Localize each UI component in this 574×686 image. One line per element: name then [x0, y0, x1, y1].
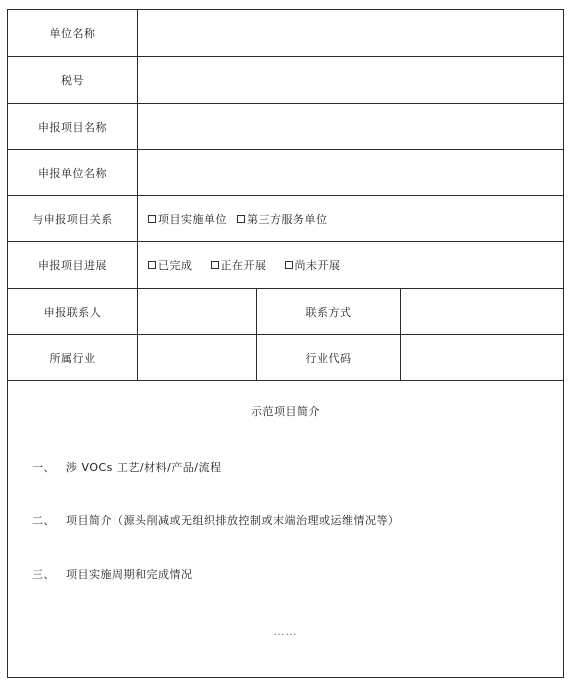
progress-option-completed-label: 已完成: [158, 259, 193, 272]
checkbox-icon[interactable]: [148, 215, 156, 223]
progress-option-completed[interactable]: [148, 257, 193, 273]
application-form: [7, 9, 564, 678]
row-unit-name: [8, 10, 563, 57]
contact-method-label: 联系方式: [257, 289, 401, 334]
progress-option-ongoing[interactable]: [211, 257, 267, 273]
relation-option-implementer-label: 项目实施单位: [158, 212, 227, 226]
unit-name-field[interactable]: [138, 10, 563, 56]
unit-name-label: 单位名称: [8, 10, 138, 56]
checkbox-icon[interactable]: [148, 261, 156, 269]
checkbox-icon[interactable]: [237, 215, 245, 223]
intro-ellipsis: ……: [273, 625, 298, 638]
progress-option-not-started-label: 尚未开展: [294, 259, 341, 272]
applicant-unit-field[interactable]: [138, 150, 563, 195]
checkbox-icon[interactable]: [285, 261, 293, 269]
contact-person-label: 申报联系人: [8, 289, 138, 334]
checkbox-icon[interactable]: [211, 261, 219, 269]
intro-item-1: [32, 459, 222, 475]
applicant-unit-label: 申报单位名称: [8, 150, 138, 195]
relation-option-implementer[interactable]: [148, 211, 227, 227]
project-name-label: 申报项目名称: [8, 104, 138, 149]
row-tax-number: [8, 57, 563, 104]
contact-person-field[interactable]: [138, 289, 257, 334]
tax-number-field[interactable]: [138, 57, 563, 103]
row-contact: [8, 289, 563, 335]
progress-option-ongoing-label: 正在开展: [220, 259, 267, 272]
tax-number-label: 税号: [8, 57, 138, 103]
relation-option-third-party-label: 第三方服务单位: [247, 212, 328, 226]
row-industry: [8, 335, 563, 381]
relation-label: 与申报项目关系: [8, 196, 138, 241]
row-applicant-unit: [8, 150, 563, 196]
intro-item-3: [32, 566, 193, 582]
progress-option-not-started[interactable]: [285, 257, 341, 273]
industry-code-label: 行业代码: [257, 335, 401, 380]
relation-options: [138, 196, 563, 241]
intro-item-3-number: 三、: [32, 568, 55, 581]
intro-item-3-text: 项目实施周期和完成情况: [66, 568, 193, 581]
project-intro-section[interactable]: [8, 381, 563, 677]
intro-item-1-number: 一、: [32, 461, 55, 474]
industry-code-field[interactable]: [401, 335, 563, 380]
row-progress: [8, 242, 563, 289]
industry-label: 所属行业: [8, 335, 138, 380]
progress-options: [138, 242, 563, 288]
row-relation: [8, 196, 563, 242]
row-project-name: [8, 104, 563, 150]
intro-title: 示范项目简介: [251, 405, 320, 418]
contact-method-field[interactable]: [401, 289, 563, 334]
intro-item-1-text: 涉 VOCs 工艺/材料/产品/流程: [66, 461, 222, 474]
industry-field[interactable]: [138, 335, 257, 380]
relation-option-third-party[interactable]: [237, 211, 328, 227]
intro-item-2: [32, 512, 400, 528]
project-name-field[interactable]: [138, 104, 563, 149]
progress-label: 申报项目进展: [8, 242, 138, 288]
intro-item-2-number: 二、: [32, 514, 55, 527]
intro-item-2-text: 项目简介（源头削减或无组织排放控制或末端治理或运维情况等）: [66, 514, 400, 527]
